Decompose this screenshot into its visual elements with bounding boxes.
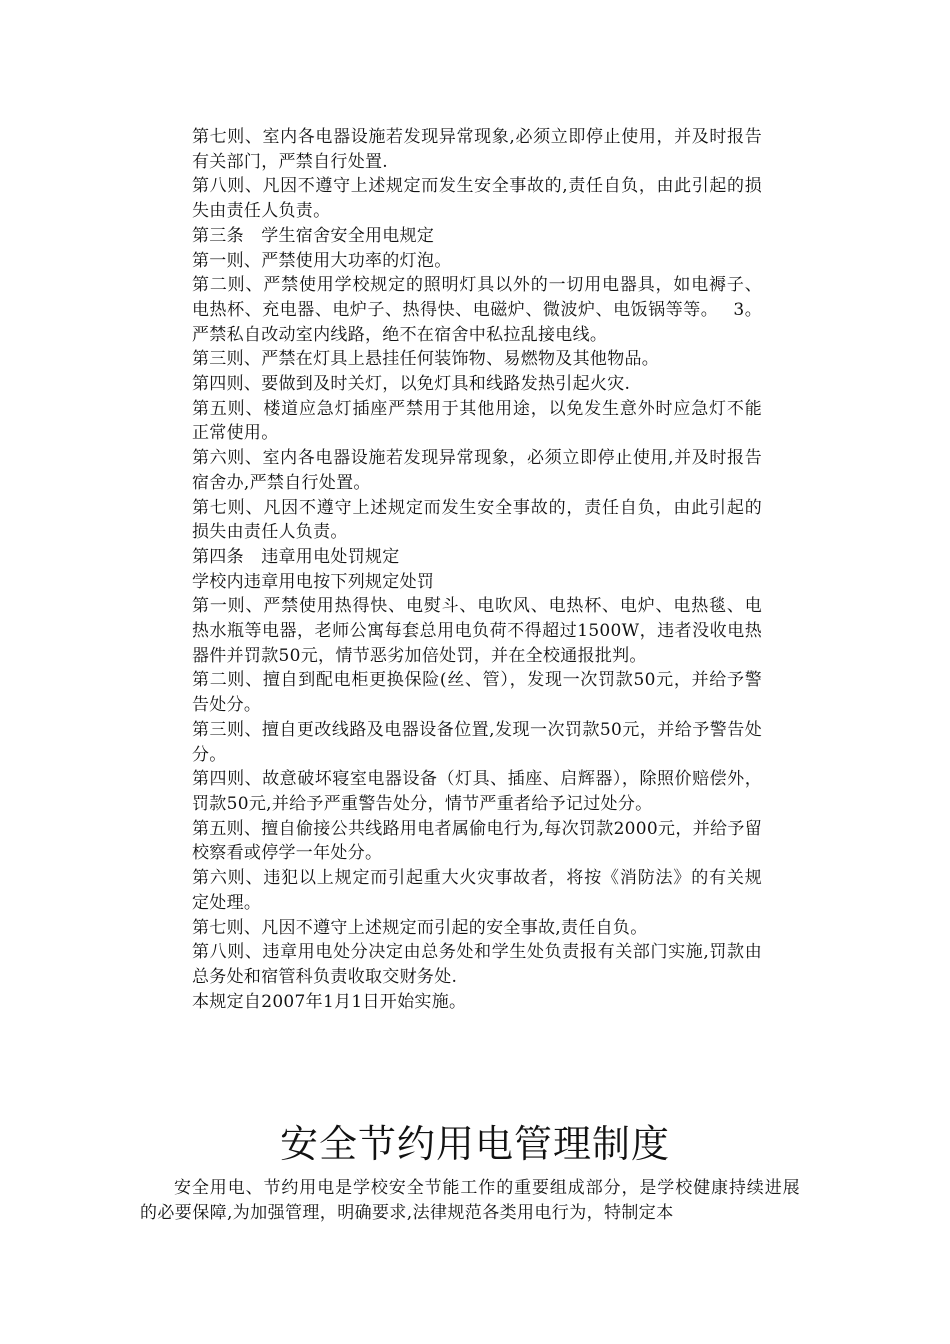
paragraph-dorm-rule-1: 第一则、严禁使用大功率的灯泡。 [192,250,452,271]
paragraph-effective-date: 本规定自2007年1月1日开始实施。 [192,991,467,1012]
paragraph-penalty-intro: 学校内违章用电按下列规定处罚 [192,571,435,592]
paragraph-rule-7-facilities: 第七则、室内各电器设施若发现异常现象,必须立即停止使用，并及时报告有关部门，严禁自行处置. [192,127,762,172]
paragraph-dorm-rule-5: 第五则、楼道应急灯插座严禁用于其他用途，以免发生意外时应急灯不能正常使用。 [192,398,762,444]
paragraph-rule-8-liability: 第八则、凡因不遵守上述规定而发生安全事故的,责任自负，由此引起的损失由责任人负责。 [192,176,762,222]
paragraph-penalty-rule-4: 第四则、故意破坏寝室电器设备（灯具、插座、启辉器），除照价赔偿外，罚款50元,并给予严重警告处分，情节严重者给予记过处分。 [192,769,762,814]
paragraph-penalty-rule-2: 第二则、擅自到配电柜更换保险(丝、管），发现一次罚款50元，并给予警告处分。 [192,670,762,716]
section-heading-dormitory: 第三条 学生宿舍安全用电规定 [192,225,435,246]
paragraph-dorm-rule-7: 第七则、凡因不遵守上述规定而发生安全事故的，责任自负，由此引起的损失由责任人负责。 [192,497,762,543]
paragraph-penalty-rule-6: 第六则、违犯以上规定而引起重大火灾事故者，将按《消防法》的有关规定处理。 [192,868,762,913]
document-title: 安全节约用电管理制度 [279,1122,670,1166]
paragraph-dorm-rule-2: 第二则、严禁使用学校规定的照明灯具以外的一切用电器具，如电褥子、电热杯、充电器、电炉子、热得快、电磁炉、微波炉、电饭锅等等。 3。严禁私自改动室内线路，绝不在宿舍中私拉乱接电线。 [192,275,762,345]
paragraph-dorm-rule-6: 第六则、室内各电器设施若发现异常现象，必须立即停止使用,并及时报告宿舍办,严禁自行处置。 [192,448,762,493]
paragraph-penalty-rule-7: 第七则、凡因不遵守上述规定而引起的安全事故,责任自负。 [192,917,648,938]
paragraph-dorm-rule-4: 第四则、要做到及时关灯，以免灯具和线路发热引起火灾. [192,374,631,395]
intro-paragraph: 安全用电、节约用电是学校安全节能工作的重要组成部分，是学校健康持续进展的必要保障,为加强管理，明确要求,法律规范各类用电行为，特制定本 [140,1178,800,1223]
section-heading-penalties: 第四条 违章用电处罚规定 [192,546,400,567]
paragraph-dorm-rule-3: 第三则、严禁在灯具上悬挂任何装饰物、易燃物及其他物品。 [192,349,660,370]
paragraph-penalty-rule-5: 第五则、擅自偷接公共线路用电者属偷电行为,每次罚款2000元，并给予留校察看或停学一年处分。 [192,818,762,864]
paragraph-penalty-rule-3: 第三则、擅自更改线路及电器设备位置,发现一次罚款50元，并给予警告处分。 [192,719,762,765]
regulation-text-block [192,125,762,1014]
paragraph-penalty-rule-8: 第八则、违章用电处分决定由总务处和学生处负责报有关部门实施,罚款由总务处和宿管科负责收取交财务处. [192,942,762,987]
paragraph-penalty-rule-1: 第一则、严禁使用热得快、电熨斗、电吹风、电热杯、电炉、电热毯、电热水瓶等电器，老师公寓每套总用电负荷不得超过1500W，违者没收电热器件并罚款50元，情节恶劣加倍处罚，并在全校通报批判。 [192,596,762,666]
